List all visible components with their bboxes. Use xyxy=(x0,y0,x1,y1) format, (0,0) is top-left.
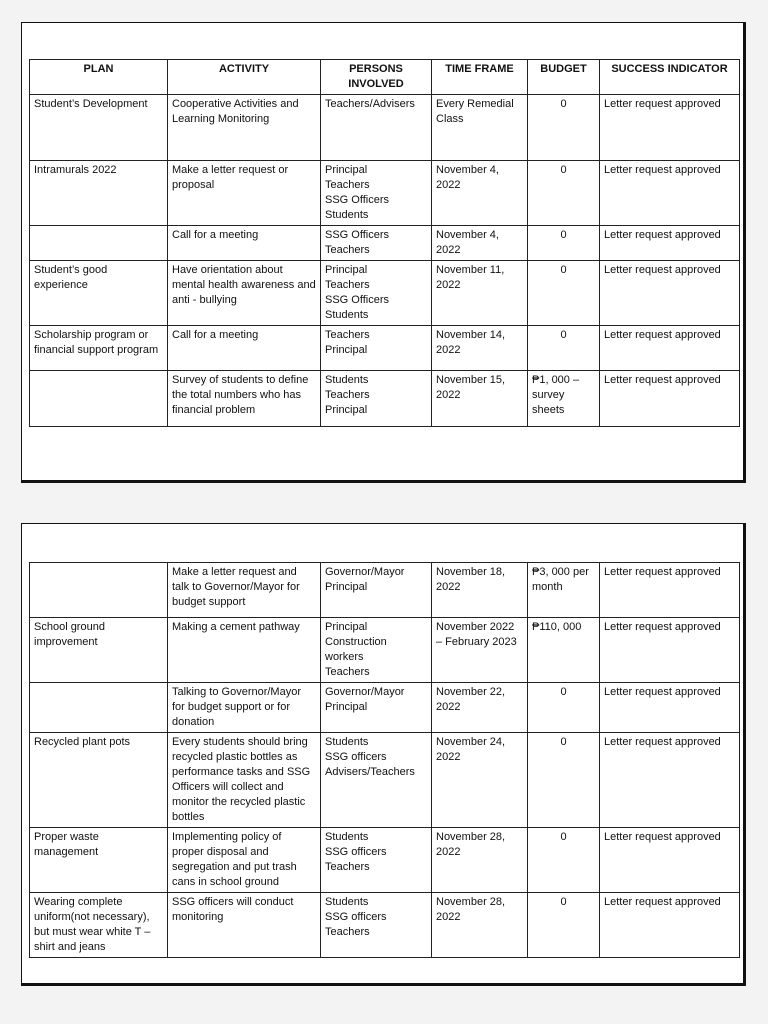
cell-plan: Student’s good experience xyxy=(30,261,168,326)
cell-plan: Scholarship program or financial support program xyxy=(30,326,168,371)
person-entry: Teachers/Advisers xyxy=(325,98,415,110)
cell-activity: Talking to Governor/Mayor for budget support or for donation xyxy=(168,683,321,733)
cell-plan: Intramurals 2022 xyxy=(30,161,168,226)
person-entry: SSG officers xyxy=(325,846,387,858)
person-entry: Principal xyxy=(325,264,368,276)
table-row xyxy=(30,733,740,828)
cell-persons xyxy=(321,893,432,958)
cell-persons xyxy=(321,563,432,618)
cell-activity: Making a cement pathway xyxy=(168,618,321,683)
cell-plan: Recycled plant pots xyxy=(30,733,168,828)
cell-success: Letter request approved xyxy=(600,371,740,427)
person-entry: Principal xyxy=(325,621,368,633)
cell-budget: 0 xyxy=(528,683,600,733)
cell-success: Letter request approved xyxy=(600,828,740,893)
cell-budget: 0 xyxy=(528,326,600,371)
person-entry: Teachers xyxy=(325,329,370,341)
person-entry: SSG officers xyxy=(325,911,387,923)
cell-success: Letter request approved xyxy=(600,683,740,733)
table-row xyxy=(30,563,740,618)
person-entry: Students xyxy=(325,209,369,221)
cell-time-frame: November 15, 2022 xyxy=(432,371,528,427)
person-entry: Principal xyxy=(325,164,368,176)
cell-persons xyxy=(321,618,432,683)
action-plan-table-1 xyxy=(29,59,740,427)
person-entry: Advisers/Teachers xyxy=(325,766,415,778)
cell-success: Letter request approved xyxy=(600,161,740,226)
person-entry: Principal xyxy=(325,404,368,416)
cell-activity: Implementing policy of proper disposal and segregation and put trash cans in school ground xyxy=(168,828,321,893)
table-row xyxy=(30,683,740,733)
cell-activity: Make a letter request and talk to Governor/Mayor for budget support xyxy=(168,563,321,618)
cell-activity: Have orientation about mental health awareness and anti - bullying xyxy=(168,261,321,326)
table-row xyxy=(30,618,740,683)
cell-time-frame: November 28, 2022 xyxy=(432,828,528,893)
cell-time-frame: November 11, 2022 xyxy=(432,261,528,326)
table-row xyxy=(30,371,740,427)
cell-budget: ₱3, 000 per month xyxy=(528,563,600,618)
cell-success: Letter request approved xyxy=(600,226,740,261)
cell-persons xyxy=(321,95,432,161)
cell-time-frame: November 4, 2022 xyxy=(432,161,528,226)
cell-success: Letter request approved xyxy=(600,95,740,161)
person-entry: Principal xyxy=(325,581,368,593)
cell-success: Letter request approved xyxy=(600,893,740,958)
person-entry: Teachers xyxy=(325,179,370,191)
cell-success: Letter request approved xyxy=(600,618,740,683)
table-row xyxy=(30,828,740,893)
cell-budget: ₱1, 000 – survey sheets xyxy=(528,371,600,427)
cell-budget: 0 xyxy=(528,261,600,326)
cell-budget: 0 xyxy=(528,226,600,261)
cell-persons xyxy=(321,371,432,427)
header-budget: BUDGET xyxy=(528,60,600,95)
document-page-2 xyxy=(21,523,746,986)
header-persons-involved: PERSONS INVOLVED xyxy=(321,60,432,95)
cell-activity: Survey of students to define the total numbers who has financial problem xyxy=(168,371,321,427)
person-entry: SSG Officers xyxy=(325,229,389,241)
cell-time-frame: November 2022 – February 2023 xyxy=(432,618,528,683)
cell-persons xyxy=(321,326,432,371)
person-entry: Students xyxy=(325,896,369,908)
header-success-indicator: SUCCESS INDICATOR xyxy=(600,60,740,95)
person-entry: Teachers xyxy=(325,279,370,291)
person-entry: Students xyxy=(325,736,369,748)
header-time-frame: TIME FRAME xyxy=(432,60,528,95)
person-entry: Principal xyxy=(325,701,368,713)
table-row xyxy=(30,326,740,371)
table-row xyxy=(30,261,740,326)
action-plan-table-2 xyxy=(29,562,740,958)
cell-persons xyxy=(321,828,432,893)
cell-budget: 0 xyxy=(528,893,600,958)
cell-success: Letter request approved xyxy=(600,261,740,326)
cell-success: Letter request approved xyxy=(600,326,740,371)
cell-plan xyxy=(30,371,168,427)
cell-persons xyxy=(321,683,432,733)
cell-time-frame: November 4, 2022 xyxy=(432,226,528,261)
person-entry: SSG officers xyxy=(325,751,387,763)
table-row xyxy=(30,95,740,161)
cell-success: Letter request approved xyxy=(600,733,740,828)
cell-time-frame: November 28, 2022 xyxy=(432,893,528,958)
cell-activity: Make a letter request or proposal xyxy=(168,161,321,226)
cell-time-frame: November 18, 2022 xyxy=(432,563,528,618)
cell-persons xyxy=(321,261,432,326)
cell-time-frame: November 24, 2022 xyxy=(432,733,528,828)
cell-persons xyxy=(321,161,432,226)
header-plan: PLAN xyxy=(30,60,168,95)
table-row xyxy=(30,161,740,226)
cell-budget: ₱110, 000 xyxy=(528,618,600,683)
cell-activity: Call for a meeting xyxy=(168,326,321,371)
cell-budget: 0 xyxy=(528,95,600,161)
cell-persons xyxy=(321,226,432,261)
table-header-row xyxy=(30,60,740,95)
cell-time-frame: Every Remedial Class xyxy=(432,95,528,161)
cell-time-frame: November 14, 2022 xyxy=(432,326,528,371)
header-activity: ACTIVITY xyxy=(168,60,321,95)
cell-budget: 0 xyxy=(528,828,600,893)
cell-plan xyxy=(30,683,168,733)
person-entry: Teachers xyxy=(325,244,370,256)
cell-activity: Every students should bring recycled plastic bottles as performance tasks and SSG Officers will collect and monitor the recycled plastic bottles xyxy=(168,733,321,828)
cell-plan xyxy=(30,226,168,261)
person-entry: SSG Officers xyxy=(325,194,389,206)
cell-budget: 0 xyxy=(528,733,600,828)
cell-plan: Student’s Development xyxy=(30,95,168,161)
cell-activity: Cooperative Activities and Learning Monitoring xyxy=(168,95,321,161)
cell-activity: SSG officers will conduct monitoring xyxy=(168,893,321,958)
person-entry: Teachers xyxy=(325,926,370,938)
table-row xyxy=(30,226,740,261)
person-entry: Students xyxy=(325,309,369,321)
cell-plan: Proper waste management xyxy=(30,828,168,893)
cell-time-frame: November 22, 2022 xyxy=(432,683,528,733)
cell-plan: Wearing complete uniform(not necessary), but must wear white T – shirt and jeans xyxy=(30,893,168,958)
table-row xyxy=(30,893,740,958)
person-entry: SSG Officers xyxy=(325,294,389,306)
document-page-1 xyxy=(21,22,746,483)
cell-plan xyxy=(30,563,168,618)
person-entry: Principal xyxy=(325,344,368,356)
person-entry: Teachers xyxy=(325,389,370,401)
person-entry: Students xyxy=(325,374,369,386)
cell-persons xyxy=(321,733,432,828)
person-entry: Students xyxy=(325,831,369,843)
person-entry: Governor/Mayor xyxy=(325,686,405,698)
cell-budget: 0 xyxy=(528,161,600,226)
cell-success: Letter request approved xyxy=(600,563,740,618)
cell-plan: School ground improvement xyxy=(30,618,168,683)
cell-activity: Call for a meeting xyxy=(168,226,321,261)
person-entry: Governor/Mayor xyxy=(325,566,405,578)
person-entry: Teachers xyxy=(325,666,370,678)
person-entry: Teachers xyxy=(325,861,370,873)
person-entry: Construction workers xyxy=(325,636,387,663)
